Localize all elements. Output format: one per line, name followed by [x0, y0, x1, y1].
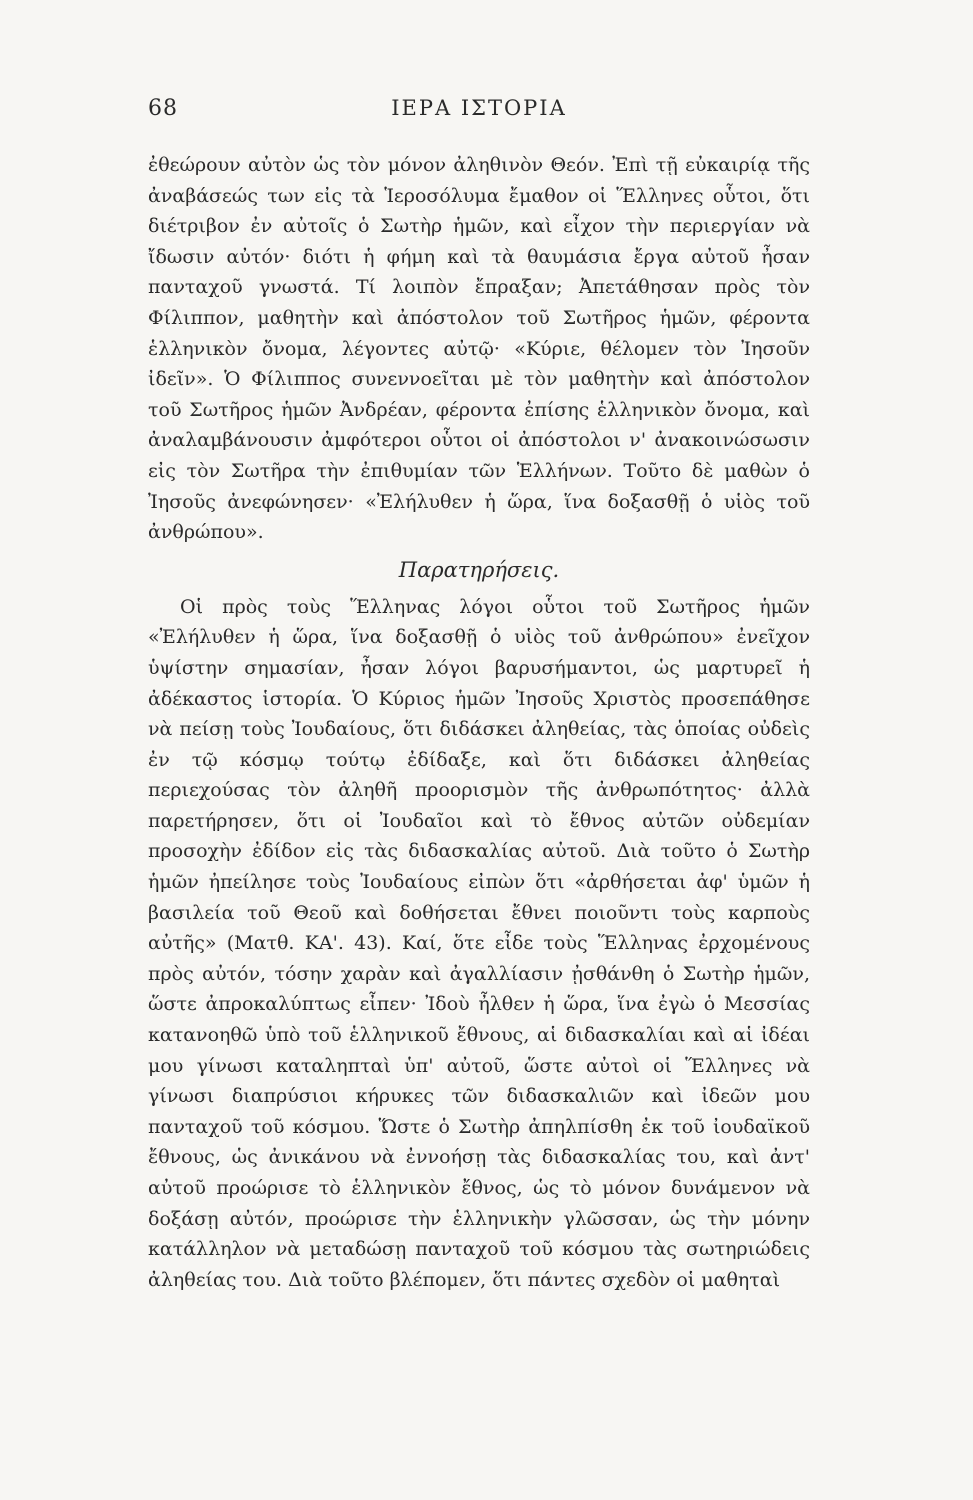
- section-heading: Παρατηρήσεις.: [398, 557, 560, 582]
- running-head: [148, 96, 810, 128]
- paragraph-observations: Οἱ πρὸς τοὺς Ἕλληνας λόγοι οὗτοι τοῦ Σωτῆρος ἡμῶν «Ἐλήλυθεν ἡ ὥρα, ἵνα δοξασθῇ ὁ υἱὸς τοῦ ἀνθρώπου» ἐνεῖχον ὑψίστην σημασίαν, ἦσαν λόγοι βαρυσήμαντοι, ὡς μαρτυρεῖ ἡ ἀδέκαστος ἱστορία. Ὁ Κύριος ἡμῶν Ἰησοῦς Χριστὸς προσεπάθησε νὰ πείσῃ τοὺς Ἰουδαίους, ὅτι διδάσκει ἀληθείας, τὰς ὁποίας οὐδεὶς ἐν τῷ κόσμῳ τούτῳ ἐδίδαξε, καὶ ὅτι διδάσκει ἀληθείας περιεχούσας τὸν ἀληθῆ προορισμὸν τῆς ἀνθρωπότητος· ἀλλὰ παρετήρησεν, ὅτι οἱ Ἰουδαῖοι καὶ τὸ ἔθνος αὐτῶν οὐδεμίαν προσοχὴν ἐδίδον εἰς τὰς διδασκαλίας αὐτοῦ. Διὰ τοῦτο ὁ Σωτὴρ ἡμῶν ἠπείλησε τοὺς Ἰουδαίους εἰπὼν ὅτι «ἀρθήσεται ἀφ' ὑμῶν ἡ βασιλεία τοῦ Θεοῦ καὶ δοθήσεται ἔθνει ποιοῦντι τοὺς καρποὺς αὐτῆς» (Ματθ. ΚΑ'. 43). Καί, ὅτε εἶδε τοὺς Ἕλληνας ἐρχομένους πρὸς αὐτόν, τόσην χαρὰν καὶ ἀγαλλίασιν ᾐσθάνθη ὁ Σωτὴρ ἡμῶν, ὥστε ἀπροκαλύπτως εἶπεν· Ἰδοὺ ἦλθεν ἡ ὥρα, ἵνα ἐγὼ ὁ Μεσσίας κατανοηθῶ ὑπὸ τοῦ ἑλληνικοῦ ἔθνους, αἱ διδασκαλίαι καὶ αἱ ἰδέαι μου γίνωσι καταληπταὶ ὑπ' αὐτοῦ, ὥστε αὐτοὶ οἱ Ἕλληνες νὰ γίνωσι διαπρύσιοι κήρυκες τῶν διδασκαλιῶν καὶ ἰδεῶν μου πανταχοῦ τοῦ κόσμου. Ὥστε ὁ Σωτὴρ ἀπηλπίσθη ἐκ τοῦ ἰουδαϊκοῦ ἔθνους, ὡς ἀνικάνου νὰ ἐννοήσῃ τὰς διδασκαλίας του, καὶ ἀντ' αὐτοῦ προώρισε τὸ ἑλληνικὸν ἔθνος, ὡς τὸ μόνον δυνάμενον νὰ δοξάσῃ αὐτόν, προώρισε τὴν ἑλληνικὴν γλῶσσαν, ὡς τὴν μόνην κατάλληλον νὰ μεταδώσῃ πανταχοῦ τοῦ κόσμου τὰς σωτηριώδεις ἀληθείας του. Διὰ τοῦτο βλέπομεν, ὅτι πάντες σχεδὸν οἱ μαθηταὶ: [148, 595, 810, 1291]
- page-number: 68: [148, 96, 178, 121]
- running-title: ΙΕΡΑ ΙΣΤΟΡΙΑ: [391, 96, 567, 120]
- paragraph-narrative: ἐθεώρουν αὐτὸν ὡς τὸν μόνον ἀληθινὸν Θεόν. Ἐπὶ τῇ εὐκαιρίᾳ τῆς ἀναβάσεώς των εἰς τὰ Ἱεροσόλυμα ἔμαθον οἱ Ἕλληνες οὗτοι, ὅτι διέτριβον ἐν αὐτοῖς ὁ Σωτὴρ ἡμῶν, καὶ εἶχον τὴν περιεργίαν νὰ ἴδωσιν αὐτόν· διότι ἡ φήμη καὶ τὰ θαυμάσια ἔργα αὐτοῦ ἦσαν πανταχοῦ γνωστά. Τί λοιπὸν ἔπραξαν; Ἀπετάθησαν πρὸς τὸν Φίλιππον, μαθητὴν καὶ ἀπόστολον τοῦ Σωτῆρος ἡμῶν, φέροντα ἑλληνικὸν ὄνομα, λέγοντες αὐτῷ· «Κύριε, θέλομεν τὸν Ἰησοῦν ἰδεῖν». Ὁ Φίλιππος συνεννοεῖται μὲ τὸν μαθητὴν καὶ ἀπόστολον τοῦ Σωτῆρος ἡμῶν Ἀνδρέαν, φέροντα ἐπίσης ἑλληνικὸν ὄνομα, καὶ ἀναλαμβάνουσιν ἀμφότεροι οὗτοι οἱ ἀπόστολοι ν' ἀνακοινώσωσιν εἰς τὸν Σωτῆρα τὴν ἐπιθυμίαν τῶν Ἑλλήνων. Τοῦτο δὲ μαθὼν ὁ Ἰησοῦς ἀνεφώνησεν· «Ἐλήλυθεν ἡ ὥρα, ἵνα δοξασθῇ ὁ υἱὸς τοῦ ἀνθρώπου».: [148, 154, 810, 544]
- body-text: [148, 150, 810, 1295]
